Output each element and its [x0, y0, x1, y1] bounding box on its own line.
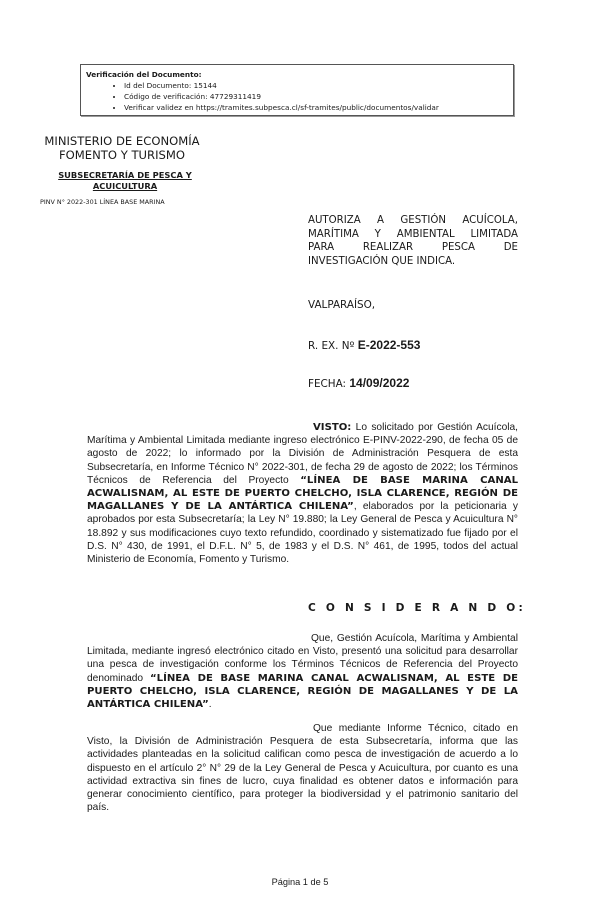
- subsecretaria-heading: SUBSECRETARÍA DE PESCA Y ACUICULTURA: [58, 170, 192, 191]
- visto-text-2: , elaborados por la peticionaria y aprobados por esta Subsecretaría; la Ley N° 19.880; la Ley General de Pesca y Acuicultura N° 18.892 y sus modificaciones cuyo texto refundido, coordinado y sistematizado fue fijado por el D.S. N° 430, de 1991, el D.F.L. N° 5, de 1983 y el D.S. N° 461, de 1995, todos del actual Ministerio de Economía, Fomento y Turismo.: [87, 501, 518, 566]
- ministry-line-1: MINISTERIO DE ECONOMÍA: [44, 134, 200, 148]
- resolution-number: [308, 338, 420, 352]
- p1-project-title: “LÍNEA DE BASE MARINA CANAL ACWALISNAM, AL ESTE DE PUERTO CHELCHO, ISLA CLARENCE, REGIÓN DE MAGALLANES Y DE LA ANTÁRTICA CHILENA”: [87, 672, 518, 711]
- page-number: Página 1 de 5: [271, 877, 329, 887]
- resolution-summary: [308, 214, 518, 268]
- summary-line-2: MARÍTIMA Y AMBIENTAL LIMITADA: [308, 228, 518, 240]
- summary-line-3: PARA REALIZAR PESCA DE: [308, 242, 518, 253]
- summary-line-1: AUTORIZA A GESTIÓN ACUÍCOLA,: [308, 215, 518, 226]
- visto-text-1: Lo solicitado por Gestión Acuícola, Marítima y Ambiental Limitada mediante ingreso electrónico E-PINV-2022-290, de fecha 05 de agosto de 2022; lo informado por la División de Administración Pesquera de esta Subsecretaría, en Informe Técnico N° 2022-301, de fecha 29 de agosto de 2022; los Términos Técnicos de Referencia del Proyecto: [87, 422, 518, 486]
- pinv-reference: PINV N° 2022-301 LÍNEA BASE MARINA: [40, 198, 165, 206]
- verification-title: Verificación del Documento:: [86, 70, 202, 79]
- verification-box: [80, 64, 514, 116]
- ministry-line-2: FOMENTO Y TURISMO: [59, 148, 185, 162]
- ministry-heading: [24, 134, 220, 162]
- visto-project-title: “LÍNEA DE BASE MARINA CANAL ACWALISNAM, AL ESTE DE PUERTO CHELCHO, ISLA CLARENCE, REGIÓN DE MAGALLANES Y DE LA ANTÁRTICA CHILENA”: [87, 474, 519, 513]
- considerando-paragraph-2: Que mediante Informe Técnico, citado en Visto, la División de Administración Pesquera de esta Subsecretaría, informa que las actividades planteadas en la solicitud califican como pesca de investigación de acuerdo a lo dispuesto en el artículo 2° N° 29 de la Ley General de Pesca y Acuicultura, por cuanto es una actividad extractiva sin fines de lucro, cuya finalidad es obtener datos e información para generar conocimiento científico, para proteger la biodiversidad y el patrimonio sanitario del país.: [87, 723, 518, 814]
- resolution-value: E-2022-553: [357, 338, 421, 352]
- document-id: • Id del Documento: 15144: [124, 80, 513, 91]
- resolution-date: [308, 376, 409, 390]
- p1-end: .: [208, 699, 212, 711]
- date-label: FECHA:: [308, 378, 347, 390]
- city: VALPARAÍSO,: [308, 299, 376, 311]
- verification-list: [86, 80, 513, 113]
- visto-paragraph: [87, 421, 518, 566]
- p1-text: Que, Gestión Acuícola, Marítima y Ambiental Limitada, mediante ingresó electrónico citado en Visto, presentó una solicitud para desarrollar una pesca de investigación conforme los Términos Técnicos de Referencia del Proyecto denominado: [87, 633, 518, 684]
- considerando-paragraph-1: [87, 632, 518, 711]
- verification-code: • Código de verificación: 47729311419: [124, 91, 513, 102]
- considerando-heading: C O N S I D E R A N D O:: [308, 602, 526, 614]
- summary-line-4: INVESTIGACIÓN QUE INDICA.: [308, 255, 456, 267]
- resolution-label: R. EX. Nº: [308, 340, 355, 352]
- visto-heading: VISTO:: [313, 422, 352, 433]
- verification-url[interactable]: • Verificar validez en https://tramites.subpesca.cl/sf-tramites/public/documentos/validar: [124, 102, 513, 113]
- date-value: 14/09/2022: [349, 376, 410, 390]
